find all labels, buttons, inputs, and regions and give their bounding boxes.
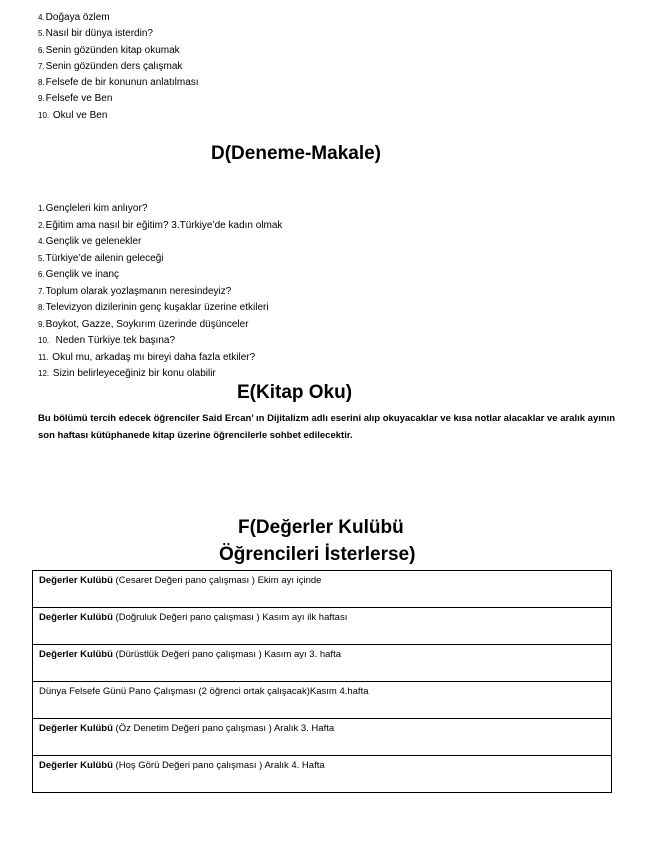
table-row: Değerler Kulübü (Hoş Görü Değeri pano çalışması ) Aralık 4. Hafta bbox=[33, 756, 612, 793]
topic-list-continued bbox=[38, 10, 199, 124]
list-item: 8.Felsefe de bir konunun anlatılması bbox=[38, 77, 199, 89]
values-club-table bbox=[32, 570, 612, 793]
list-item: 5.Nasıl bir dünya isterdin? bbox=[38, 28, 153, 40]
list-item: 2.Eğitim ama nasıl bir eğitim? 3.Türkiye’de kadın olmak bbox=[38, 219, 283, 231]
section-f-title-line1: F(Değerler Kulübü bbox=[238, 517, 404, 538]
list-item: 1.Gençleleri kim anlıyor? bbox=[38, 203, 148, 214]
list-item: 9.Felsefe ve Ben bbox=[38, 93, 113, 105]
list-item: 4.Gençlik ve gelenekler bbox=[38, 236, 142, 247]
list-item: 11. Okul mu, arkadaş mı bireyi daha fazla etkiler? bbox=[38, 351, 256, 363]
list-item: 10. Okul ve Ben bbox=[38, 109, 108, 121]
table-row: Dünya Felsefe Günü Pano Çalışması (2 öğrenci ortak çalışacak)Kasım 4.hafta bbox=[33, 682, 612, 719]
list-item: 4.Doğaya özlem bbox=[38, 12, 110, 23]
list-item: 9.Boykot, Gazze, Soykırım üzerinde düşünceler bbox=[38, 318, 249, 330]
list-item: 7.Senin gözünden ders çalışmak bbox=[38, 60, 183, 72]
table-row: Değerler Kulübü (Dürüstlük Değeri pano çalışması ) Kasım ayı 3. hafta bbox=[33, 645, 612, 682]
list-item: 10. Neden Türkiye tek başına? bbox=[38, 335, 176, 346]
essay-topic-list bbox=[38, 201, 282, 383]
table-row: Değerler Kulübü (Doğruluk Değeri pano çalışması ) Kasım ayı ilk haftası bbox=[33, 608, 612, 645]
table-row: Değerler Kulübü (Öz Denetim Değeri pano çalışması ) Aralık 3. Hafta bbox=[33, 719, 612, 756]
section-d-title: D(Deneme-Makale) bbox=[211, 143, 381, 164]
list-item: 5.Türkiye’de ailenin geleceği bbox=[38, 252, 164, 264]
list-item: 8.Televizyon dizilerinin genç kuşaklar üzerine etkileri bbox=[38, 302, 269, 313]
section-e-paragraph: Bu bölümü tercih edecek öğrenciler Said Ercan’ ın Dijitalizm adlı eserini alıp okuyacaklar ve kısa notlar alacaklar ve aralık ayının son haftası kütüphanede kitap üzerine öğrencilerle sohbet edilecektir. bbox=[38, 413, 616, 441]
table-row: Değerler Kulübü (Cesaret Değeri pano çalışması ) Ekim ayı içinde bbox=[33, 571, 612, 608]
list-item: 6.Gençlik ve inanç bbox=[38, 269, 120, 280]
section-e-title: E(Kitap Oku) bbox=[237, 382, 353, 403]
list-item: 7.Toplum olarak yozlaşmanın neresindeyiz? bbox=[38, 285, 232, 297]
section-f-title-line2: Öğrencileri İsterlerse) bbox=[219, 544, 416, 565]
list-item: 6.Senin gözünden kitap okumak bbox=[38, 44, 180, 56]
list-item: 12. Sizin belirleyeceğiniz bir konu olabilir bbox=[38, 368, 216, 379]
